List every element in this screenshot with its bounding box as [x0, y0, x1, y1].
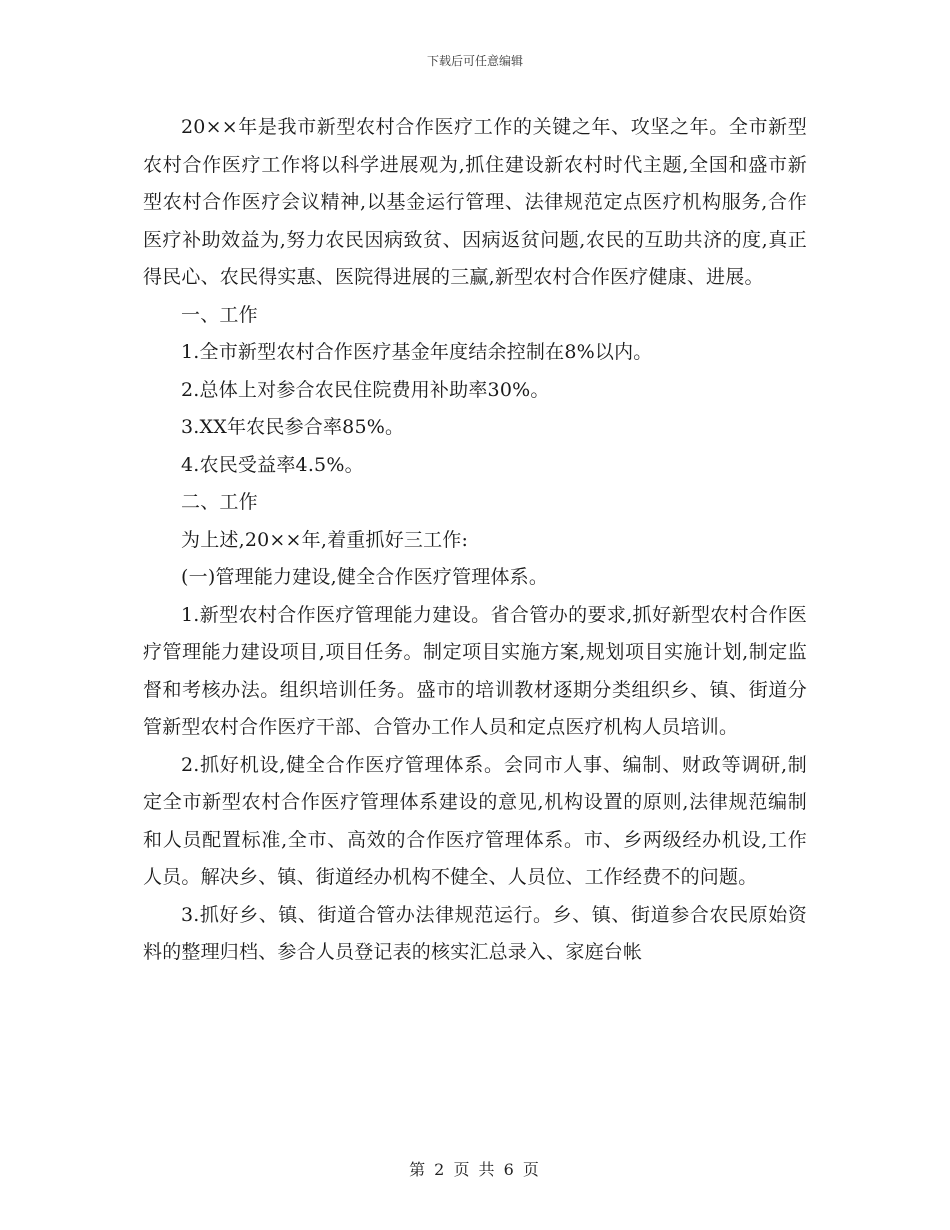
task-paragraph-2: 2.抓好机设,健全合作医疗管理体系。会同市人事、编制、财政等调研,制定全市新型农村合作医疗管理体系建设的意见,机构设置的原则,法律规范编制和人员配置标准,全市、高效的合作医疗管理体系。市、乡两级经办机设,工作人员。解决乡、镇、街道经办机构不健全、人员位、工作经费不的问题。 — [143, 753, 807, 888]
paragraph-intro: 20××年是我市新型农村合作医疗工作的关键之年、攻坚之年。全市新型农村合作医疗工作将以科学进展观为,抓住建设新农村时代主题,全国和盛市新型农村合作医疗会议精神,以基金运行管理、法律规范定点医疗机构服务,合作医疗补助效益为,努力农民因病致贫、因病返贫问题,农民的互助共济的度,真正得民心、农民得实惠、医院得进展的三赢,新型农村合作医疗健康、进展。 — [143, 116, 807, 288]
section-intro: 为上述,20××年,着重抓好三工作: — [181, 528, 469, 551]
section-heading-1: 一、工作 — [181, 303, 258, 326]
section-heading-2: 二、工作 — [181, 491, 258, 513]
goal-item-4: 4.农民受益率4.5%。 — [181, 453, 364, 476]
task-paragraph-1: 1.新型农村合作医疗管理能力建设。省合管办的要求,抓好新型农村合作医疗管理能力建设项目,项目任务。制定项目实施方案,规划项目实施计划,制定监督和考核办法。组织培训任务。盛市的培训教材逐期分类组织乡、镇、街道分管新型农村合作医疗干部、合管办工作人员和定点医疗机构人员培训。 — [143, 603, 807, 738]
subsection-heading-1: (一)管理能力建设,健全合作医疗管理体系。 — [181, 566, 549, 588]
document-body — [143, 109, 807, 972]
page-number-footer: 第 2 页 共 6 页 — [409, 1160, 541, 1179]
goal-item-3: 3.XX年农民参合率85%。 — [181, 416, 405, 438]
goal-item-2: 2.总体上对参合农民住院费用补助率30%。 — [181, 378, 550, 401]
page-header-note: 下载后可任意编辑 — [426, 54, 523, 68]
goal-item-1: 1.全市新型农村合作医疗基金年度结余控制在8%以内。 — [181, 341, 653, 363]
task-paragraph-3: 3.抓好乡、镇、街道合管办法律规范运行。乡、镇、街道参合农民原始资料的整理归档、参合人员登记表的核实汇总录入、家庭台帐 — [143, 903, 807, 963]
